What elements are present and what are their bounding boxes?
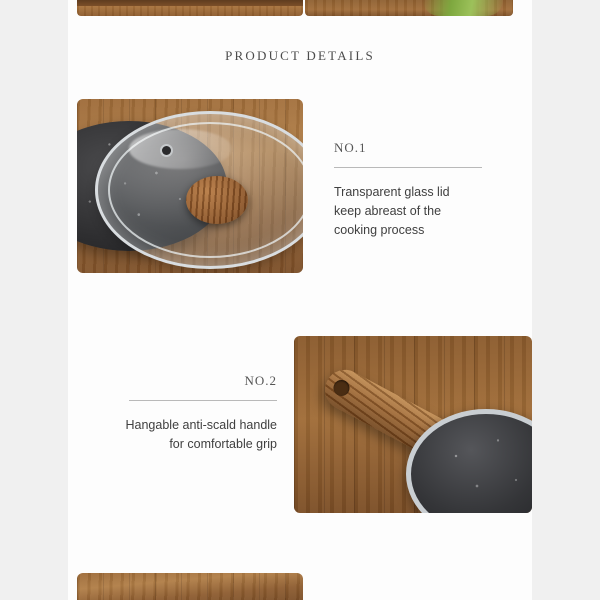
page-title: PRODUCT DETAILS	[225, 48, 375, 63]
left-margin-band	[0, 0, 68, 600]
divider	[334, 167, 482, 168]
wood-board-strip-right	[305, 0, 513, 16]
right-margin-band	[532, 0, 600, 600]
feature-1-line-2: keep abreast of the	[334, 204, 442, 218]
divider	[129, 400, 277, 401]
feature-1-text	[334, 140, 514, 240]
wood-board-strip-left	[77, 0, 303, 16]
feature-2-number: NO.2	[244, 373, 277, 388]
feature-2-line-1: Hangable anti-scald handle	[125, 418, 277, 432]
feature-2-text	[92, 373, 277, 454]
lid-highlight	[129, 129, 232, 169]
wood-texture	[77, 0, 303, 16]
lid-wooden-knob	[186, 176, 248, 224]
feature-1-line-1: Transparent glass lid	[334, 185, 450, 199]
feature-2-image	[294, 336, 532, 513]
feature-1-line-3: cooking process	[334, 223, 425, 237]
feature-1-number: NO.1	[334, 140, 367, 155]
lid-steam-vent-icon	[162, 146, 171, 155]
wood-texture	[77, 573, 303, 600]
green-onion-garnish	[423, 0, 503, 16]
feature-2-line-2: for comfortable grip	[169, 437, 277, 451]
wood-board-strip-bottom	[77, 573, 303, 600]
feature-1-image	[77, 99, 303, 273]
speckle-texture	[411, 414, 532, 513]
